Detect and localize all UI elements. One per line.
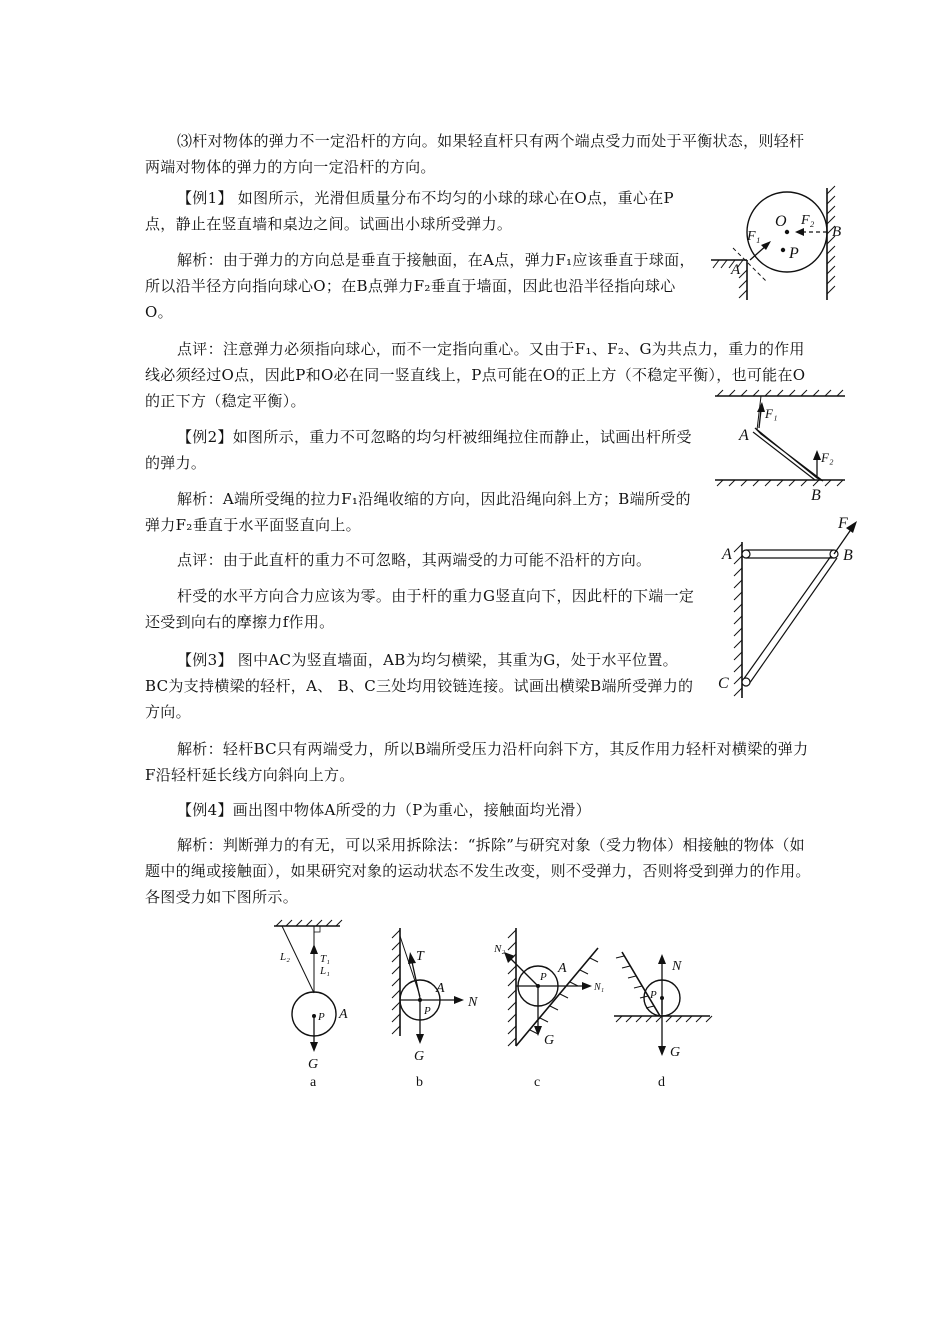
fig4b-label-G: G	[414, 1049, 425, 1064]
fig4b-label-N: N	[468, 995, 478, 1010]
fig1-label-P: P	[789, 245, 799, 262]
fig4c-caption: c	[534, 1075, 541, 1090]
fig4a-label-T1: T₁	[320, 953, 330, 965]
example-2-comment: 点评：由于此直杆的重力不可忽略，其两端受的力可能不沿杆的方向。	[177, 551, 652, 569]
fig3-label-C: C	[718, 675, 729, 692]
fig4d-caption: d	[658, 1075, 665, 1090]
fig1-label-A: A	[731, 262, 741, 278]
fig4a-label-P: P	[318, 1011, 325, 1023]
fig4d-label-N: N	[672, 959, 682, 974]
fig1-label-F2: F₂	[801, 213, 815, 228]
fig4a-label-L2: L₂	[280, 951, 290, 963]
fig4a-label-L1: L₁	[320, 965, 330, 977]
example-2-solution: 解析：A端所受绳的拉力F₁沿绳收缩的方向，因此沿绳向斜上方；B端所受的弹力F₂垂直于水平面竖直向上。	[145, 490, 691, 534]
fig2-label-F2: F₂	[821, 450, 834, 465]
fig4b-label-T: T	[416, 949, 424, 964]
fig1-label-B: B	[832, 224, 842, 240]
fig2-label-A: A	[739, 427, 749, 444]
example-4-solution: 解析：判断弹力的有无，可以采用拆除法：“拆除”与研究对象（受力物体）相接触的物体（如题中的绳或接触面），如果研究对象的运动状态不发生改变，则不受弹力，否则将受到弹力的作用。各图受力如下图所示。	[145, 836, 811, 906]
fig3-label-F: F	[838, 515, 848, 532]
example-1-question: 【例1】 如图所示，光滑但质量分布不均匀的小球的球心在O点，重心在P点，静止在竖直墙和桌边之间。试画出小球所受弹力。	[145, 189, 674, 233]
fig1-label-O: O	[775, 213, 787, 230]
fig4d-label-G: G	[670, 1045, 681, 1060]
example-3-question: 【例3】 图中AC为竖直墙面，AB为均匀横梁，其重为G，处于水平位置。BC为支持横梁的轻杆，A、 B、C三处均用铰链连接。试画出横梁B端所受弹力的方向。	[145, 651, 694, 721]
example-2-question: 【例2】如图所示，重力不可忽略的均匀杆被细绳拉住而静止，试画出杆所受的弹力。	[145, 428, 692, 472]
example-1-solution: 解析：由于弹力的方向总是垂直于接触面，在A点，弹力F₁应该垂直于球面，所以沿半径方向指向球心O；在B点弹力F₂垂直于墙面，因此也沿半径指向球心O。	[145, 251, 695, 321]
fig1-label-F1: F₁	[747, 229, 761, 244]
example-2-extra: 杆受的水平方向合力应该为零。由于杆的重力G竖直向下，因此杆的下端一定还受到向右的摩擦力f作用。	[145, 587, 695, 631]
fig4d-label-P: P	[650, 989, 657, 1001]
figure-2-rod-rope	[705, 388, 855, 506]
figure-3-beam-rod	[712, 512, 862, 702]
fig4a-label-G: G	[308, 1057, 319, 1072]
fig4b-caption: b	[416, 1075, 423, 1090]
figure-4d	[610, 918, 720, 1090]
fig4a-label-A: A	[339, 1007, 348, 1022]
figure-4b	[382, 918, 492, 1090]
fig2-label-F1: F₁	[765, 406, 778, 421]
figure-4c	[494, 918, 606, 1090]
fig4c-label-G: G	[544, 1033, 555, 1048]
figure-1-ball-wall	[705, 182, 865, 312]
fig2-label-B: B	[811, 487, 821, 504]
example-1-comment: 点评：注意弹力必须指向球心，而不一定指向重心。又由于F₁、F₂、G为共点力，重力的作用线必须经过O点，因此P和O必在同一竖直线上，P点可能在O的正上方（不稳定平衡），也可能在O的正下方（稳定平衡）。	[145, 340, 806, 410]
fig3-label-B: B	[843, 547, 853, 564]
fig4b-label-P: P	[424, 1005, 431, 1017]
fig4c-label-P: P	[540, 971, 547, 983]
figure-4a	[262, 918, 362, 1090]
fig3-label-A: A	[722, 546, 732, 563]
fig4a-caption: a	[310, 1075, 317, 1090]
fig4b-label-A: A	[436, 981, 445, 996]
fig4c-label-N1: N₁	[594, 982, 605, 993]
paragraph-rod-force: ⑶杆对物体的弹力不一定沿杆的方向。如果轻直杆只有两个端点受力而处于平衡状态，则轻杆两端对物体的弹力的方向一定沿杆的方向。	[145, 132, 805, 176]
fig4c-label-A: A	[558, 961, 567, 976]
example-4-question: 【例4】画出图中物体A所受的力（P为重心，接触面均光滑）	[177, 801, 591, 819]
fig4c-label-N2: N₂	[494, 943, 506, 955]
example-3-solution: 解析：轻杆BC只有两端受力，所以B端所受压力沿杆向斜下方，其反作用力轻杆对横梁的弹力F沿轻杆延长线方向斜向上方。	[145, 740, 809, 784]
